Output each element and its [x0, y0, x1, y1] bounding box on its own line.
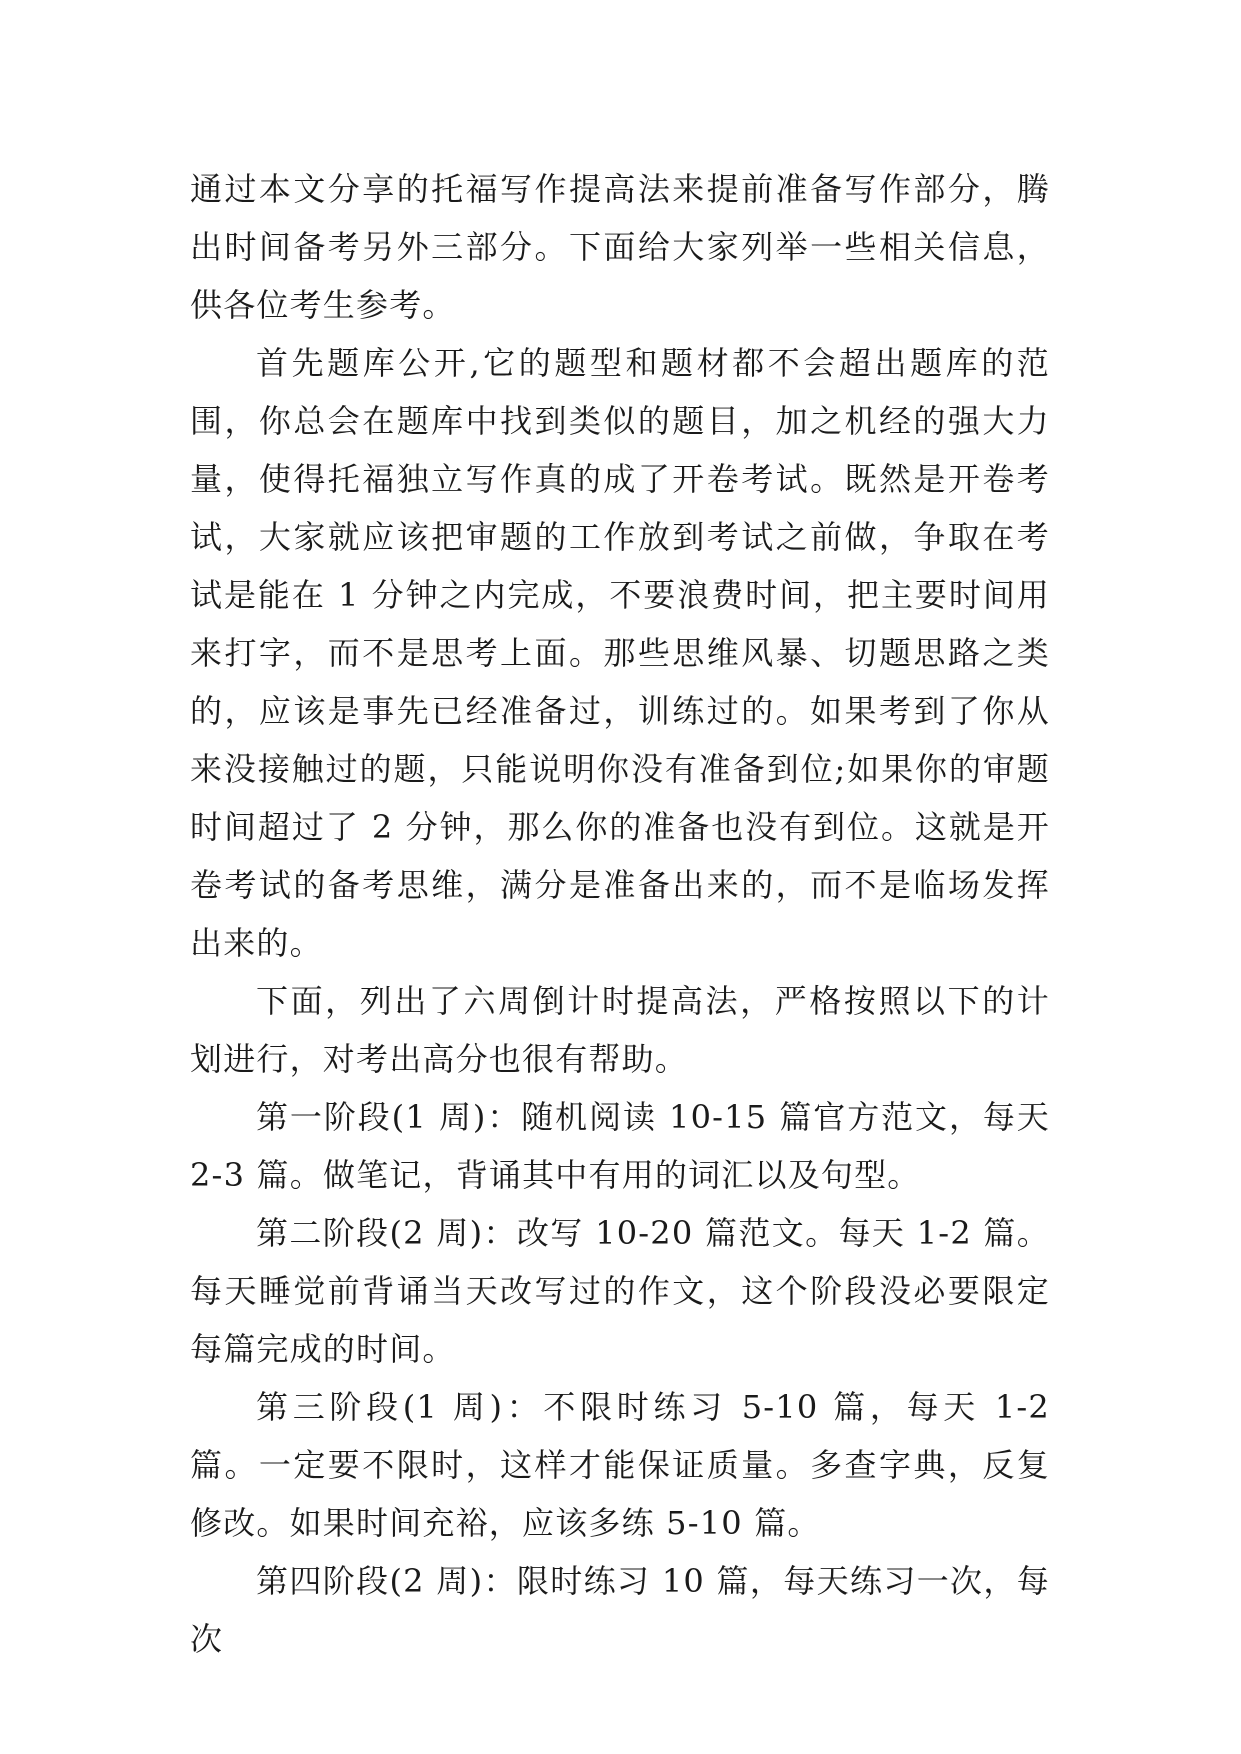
document-body — [190, 160, 1050, 1668]
paragraph-stage-four: 第四阶段(2 周)：限时练习 10 篇，每天练习一次，每次 — [190, 1562, 1050, 1658]
paragraph-stage-two: 第二阶段(2 周)：改写 10-20 篇范文。每天 1-2 篇。每天睡觉前背诵当天改写过的作文，这个阶段没必要限定每篇完成的时间。 — [190, 1214, 1050, 1368]
paragraph-stage-three: 第三阶段(1 周)：不限时练习 5-10 篇，每天 1-2 篇。一定要不限时，这样才能保证质量。多查字典，反复修改。如果时间充裕，应该多练 5-10 篇。 — [190, 1388, 1050, 1542]
paragraph-intro: 通过本文分享的托福写作提高法来提前准备写作部分，腾出时间备考另外三部分。下面给大家列举一些相关信息，供各位考生参考。 — [190, 170, 1050, 324]
paragraph-six-week-plan: 下面，列出了六周倒计时提高法，严格按照以下的计划进行，对考出高分也很有帮助。 — [190, 982, 1050, 1078]
paragraph-question-bank: 首先题库公开,它的题型和题材都不会超出题库的范围，你总会在题库中找到类似的题目，加之机经的强大力量，使得托福独立写作真的成了开卷考试。既然是开卷考试，大家就应该把审题的工作放到考试之前做，争取在考试是能在 1 分钟之内完成，不要浪费时间，把主要时间用来打字，而不是思考上面。那些思维风暴、切题思路之类的，应该是事先已经准备过，训练过的。如果考到了你从来没接触过的题，只能说明你没有准备到位;如果你的审题时间超过了 2 分钟，那么你的准备也没有到位。这就是开卷考试的备考思维，满分是准备出来的，而不是临场发挥出来的。 — [190, 344, 1050, 962]
paragraph-stage-one: 第一阶段(1 周)：随机阅读 10-15 篇官方范文，每天 2-3 篇。做笔记，背诵其中有用的词汇以及句型。 — [190, 1098, 1050, 1194]
